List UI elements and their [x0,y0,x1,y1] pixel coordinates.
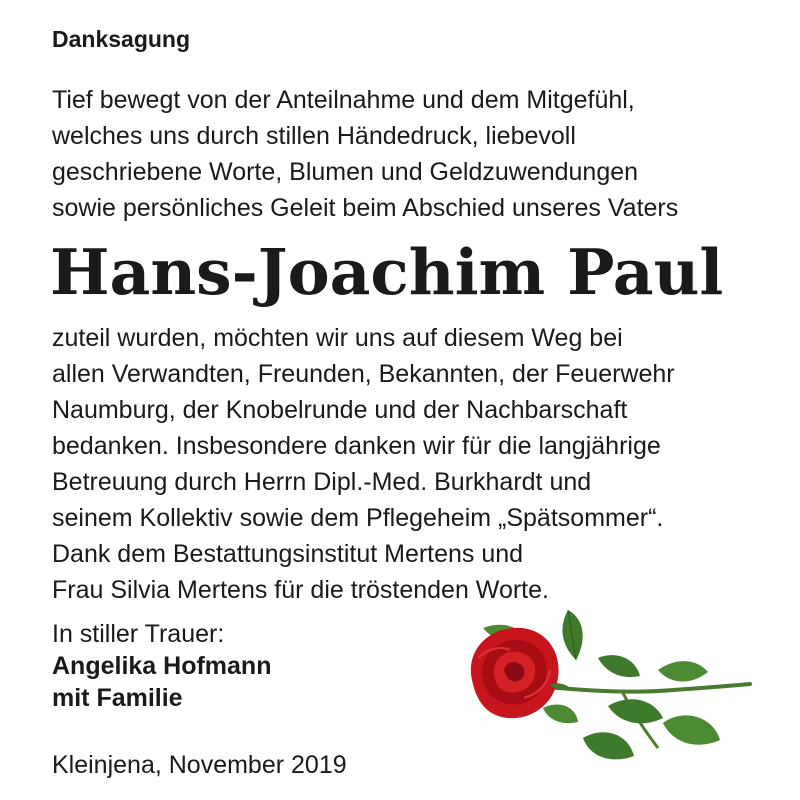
intro-line: geschriebene Worte, Blumen und Geldzuwendungen [52,158,639,186]
intro-paragraph [52,82,678,226]
intro-line: sowie persönliches Geleit beim Abschied unseres Vaters [52,194,679,222]
heading: Danksagung [52,26,191,52]
signature-family: mit Familie [52,684,183,712]
deceased-name: Hans-Joachim Paul [50,235,724,309]
signature-block [52,618,271,714]
body-line: bedanken. Insbesondere danken wir für die langjährige [52,432,661,460]
body-line: allen Verwandten, Freunden, Bekannten, der Feuerwehr [52,360,675,388]
body-line: zuteil wurden, möchten wir uns auf diesem Weg bei [52,324,623,352]
intro-line: welches uns durch stillen Händedruck, liebevoll [52,122,576,150]
intro-line: Tief bewegt von der Anteilnahme und dem Mitgefühl, [52,86,635,114]
body-line: Dank dem Bestattungsinstitut Mertens und [52,540,524,568]
body-line: Naumburg, der Knobelrunde und der Nachbarschaft [52,396,628,424]
body-line: Frau Silvia Mertens für die tröstenden Worte. [52,576,549,604]
signature-intro: In stiller Trauer: [52,620,225,648]
body-line: Betreuung durch Herrn Dipl.-Med. Burkhardt und [52,468,592,496]
signature-name: Angelika Hofmann [52,652,272,680]
body-line: seinem Kollektiv sowie dem Pflegeheim „Spätsommer“. [52,504,664,532]
red-rose-icon [458,598,758,778]
place-date: Kleinjena, November 2019 [52,751,347,779]
body-paragraph [52,320,675,608]
